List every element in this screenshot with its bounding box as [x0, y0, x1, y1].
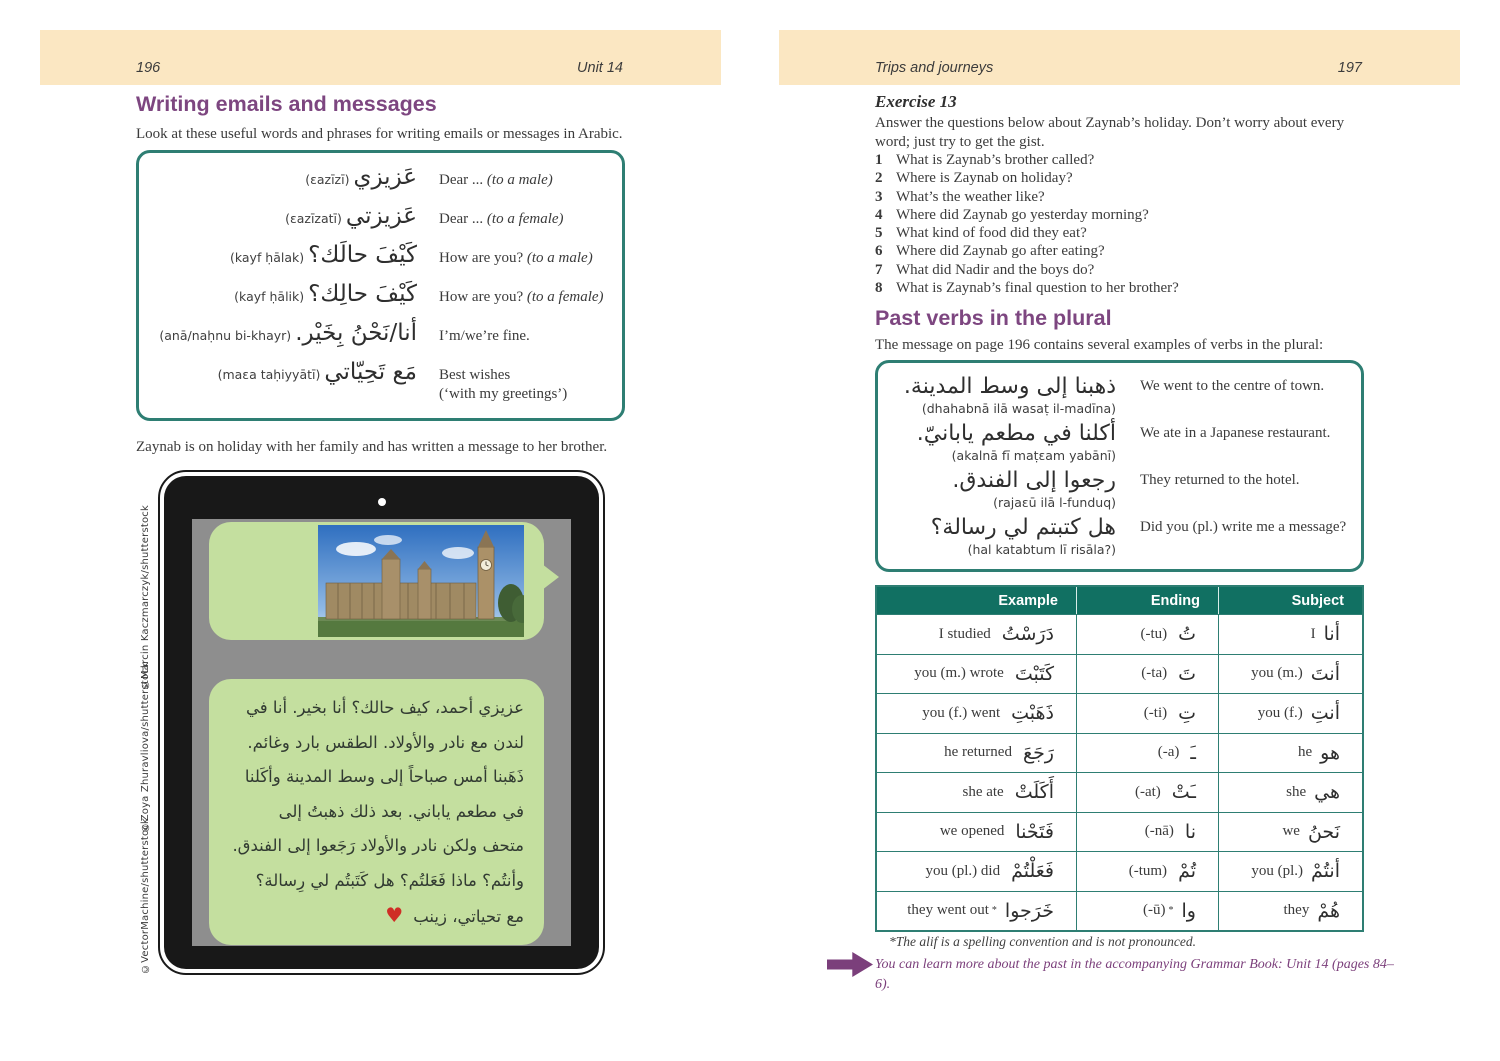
table-cell-ending: (-nā) نا	[1076, 812, 1218, 852]
page-number-right: 197	[1337, 60, 1362, 76]
arabic-sentence: هل كتبتم لي رسالة؟	[930, 515, 1116, 540]
intro-text: Look at these useful words and phrases for writing emails or messages in Arabic.	[136, 126, 623, 142]
page-title-past-verbs: Past verbs in the plural	[875, 306, 1112, 330]
camera-dot	[378, 498, 386, 506]
example-arabic-cell	[888, 373, 1116, 417]
transliteration: (dhahabnā ilā wasaṭ il-madīna)	[921, 401, 1116, 416]
transliteration: (kayf ḥālik)	[234, 289, 305, 304]
examples-box	[875, 360, 1364, 572]
qualifier: (to a male)	[486, 172, 553, 188]
example-arabic-cell	[888, 420, 1116, 464]
question-row: 4 Where did Zaynab go yesterday morning?	[875, 206, 1149, 223]
photo-credit: ©Marcin Kaczmarczyk/shutterstock	[140, 505, 151, 691]
transliteration: (εazīzī)	[305, 172, 350, 187]
question-row: 1 What is Zaynab’s brother called?	[875, 152, 1095, 168]
phrase-english-cell	[439, 249, 593, 268]
arabic-phrase: كَيْفَ حالِك؟	[308, 281, 417, 307]
arrow-icon	[827, 952, 873, 977]
exercise-title: Exercise 13	[875, 92, 957, 111]
table-cell-example: you (f.) went ذَهَبْتِ	[877, 693, 1076, 733]
phrase-english-cell	[439, 171, 553, 190]
qualifier: (to a male)	[526, 250, 593, 266]
table-cell-subject: I أنا	[1218, 614, 1362, 654]
question-row: 2 Where is Zaynab on holiday?	[875, 170, 1073, 187]
heart-icon: ♥	[385, 903, 404, 927]
phrase-row	[151, 281, 608, 320]
phrase-arabic-cell	[151, 359, 417, 385]
table-cell-subject: they هُمْ	[1218, 891, 1362, 931]
phrase-arabic-cell	[151, 164, 417, 190]
transliteration: (anā/naḥnu bi-khayr)	[159, 328, 292, 343]
message-line: لندن مع نادر والأولاد. الطقس بارد وغائم.	[247, 732, 524, 752]
table-cell-subject: you (pl.) أنتُمْ	[1218, 851, 1362, 891]
arabic-sentence: رجعوا إلى الفندق.	[952, 468, 1116, 493]
photo-credit: ©VectorMachine/shutterstock	[140, 818, 151, 975]
left-page	[40, 0, 721, 1061]
photo-message-bubble	[209, 522, 544, 640]
table-header-ending: Ending	[1076, 587, 1218, 614]
table-cell-example: you (m.) wrote كَتَبْتَ	[877, 654, 1076, 694]
table-footnote: *The alif is a spelling convention and is not pronounced.	[889, 934, 1196, 949]
english-translation: Dear ...	[439, 172, 484, 188]
text-message-bubble	[209, 679, 544, 945]
example-arabic-cell	[888, 514, 1116, 558]
example-arabic-cell	[888, 467, 1116, 511]
table-cell-subject: you (f.) أنتِ	[1218, 693, 1362, 733]
transliteration: (akalnā fī maṭεam yabānī)	[951, 448, 1116, 463]
table-cell-example: we opened فَتَحْنا	[877, 812, 1076, 852]
page-number-left: 196	[136, 60, 161, 76]
past-verbs-intro: The message on page 196 contains several examples of verbs in the plural:	[875, 337, 1324, 353]
bubble-tail	[542, 564, 559, 590]
phrase-row	[151, 164, 608, 203]
table-cell-example: she ate أَكَلَتْ	[877, 772, 1076, 812]
arabic-sentence: ذهبنا إلى وسط المدينة.	[903, 374, 1116, 399]
qualifier: (to a female)	[526, 289, 604, 305]
message-line: ذَهَبنا أمس صباحاً إلى وسط المدينة وأكَلنا	[244, 767, 524, 786]
phrase-english-cell	[439, 210, 564, 229]
phrase-english-cell	[439, 288, 604, 307]
question-row: 8 What is Zaynab’s final question to her brother?	[875, 280, 1179, 297]
tablet-illustration	[158, 470, 605, 975]
left-header-bar	[40, 30, 721, 85]
table-header-subject: Subject	[1218, 587, 1362, 614]
example-row	[888, 514, 1347, 558]
question-row: 3 What’s the weather like?	[875, 188, 1045, 205]
grammar-book-note: You can learn more about the past in the accompanying Grammar Book: Unit 14 (pages 84–6).	[875, 957, 1394, 992]
table-cell-subject: he هو	[1218, 733, 1362, 773]
table-header-example: Example	[877, 587, 1076, 614]
table-cell-ending: (-a) ـَ	[1076, 733, 1218, 773]
question-row: 7 What did Nadir and the boys do?	[875, 261, 1095, 278]
phrase-row	[151, 320, 608, 359]
table-cell-ending: (-ū) * وا	[1076, 891, 1218, 931]
table-cell-example: I studied دَرَسْتُ	[877, 614, 1076, 654]
phrase-row	[151, 242, 608, 281]
transliteration: (εazīzatī)	[285, 211, 342, 226]
table-cell-subject: you (m.) أنتَ	[1218, 654, 1362, 694]
qualifier: (to a female)	[486, 211, 564, 227]
transliteration: (maεa taḥiyyātī)	[217, 367, 321, 382]
tablet-bezel	[164, 476, 599, 969]
table-cell-example: he returned رَجَعَ	[877, 733, 1076, 773]
question-row: 5 What kind of food did they eat?	[875, 225, 1087, 242]
table-cell-ending: (-tum) تُمْ	[1076, 851, 1218, 891]
tablet-caption: Zaynab is on holiday with her family and has written a message to her brother.	[136, 439, 608, 455]
arabic-phrase: عَزيزتي	[345, 203, 417, 229]
verb-endings-table	[875, 585, 1364, 932]
message-line: متحف ولكن نادر والأولاد رَجَعوا إلى الفندق.	[232, 836, 524, 855]
example-row	[888, 420, 1347, 464]
message-line: وأنتُم؟ ماذا فَعَلتُم؟ هل كَتَبتُم لي رِسالة؟	[255, 870, 524, 890]
question-row: 6 Where did Zaynab go after eating?	[875, 243, 1105, 260]
table-cell-ending: (-at) ـَتْ	[1076, 772, 1218, 812]
example-row	[888, 467, 1347, 511]
english-translation: How are you?	[439, 250, 524, 266]
table-cell-subject: she هي	[1218, 772, 1362, 812]
phrase-arabic-cell	[151, 242, 417, 268]
unit-label: Unit 14	[577, 60, 623, 76]
phrase-row	[151, 359, 608, 404]
exercise-intro: Answer the questions below about Zaynab’s holiday. Don’t worry about every word; just try to get the gist.	[875, 115, 1345, 150]
example-row	[888, 373, 1347, 417]
english-translation: They returned to the hotel.	[1140, 472, 1300, 488]
message-line: في مطعم ياباني. بعد ذلك ذهبتُ إلى	[278, 801, 524, 821]
phrase-english-cell	[439, 366, 567, 404]
table-cell-example: you (pl.) did فَعَلْتُمْ	[877, 851, 1076, 891]
english-translation: Did you (pl.) write me a message?	[1140, 519, 1347, 535]
transliteration: (hal katabtum lī risāla?)	[967, 542, 1116, 557]
question-list	[875, 151, 1375, 297]
arabic-phrase: أنا/نَحْنُ بِخَيْر.	[295, 320, 417, 346]
arabic-phrase: كَيْفَ حالَك؟	[308, 242, 417, 268]
tablet-screen	[192, 519, 571, 946]
english-translation: Best wishes	[439, 367, 511, 383]
english-translation-2: (‘with my greetings’)	[439, 386, 568, 402]
page-title-writing-emails: Writing emails and messages	[136, 92, 437, 116]
arabic-phrase: عَزيزي	[353, 164, 417, 190]
right-page	[779, 0, 1460, 1061]
london-photo	[318, 525, 524, 637]
photo-credit: ©Zoya Zhuravliova/shutterstock	[140, 662, 151, 833]
phrase-arabic-cell	[151, 203, 417, 229]
table-cell-ending: (-tu) تُ	[1076, 614, 1218, 654]
phrase-row	[151, 203, 608, 242]
arabic-sentence: أكلنا في مطعم يابانيّ.	[916, 421, 1116, 446]
english-translation: Dear ...	[439, 211, 484, 227]
message-line: مع تحياتي، زينب♥	[385, 903, 524, 927]
phrase-box	[136, 150, 625, 421]
table-cell-ending: (-ta) تَ	[1076, 654, 1218, 694]
bubble-tail	[542, 695, 544, 721]
table-cell-example: they went out * خَرَجوا	[877, 891, 1076, 931]
table-cell-ending: (-ti) تِ	[1076, 693, 1218, 733]
phrase-arabic-cell	[151, 281, 417, 307]
section-label: Trips and journeys	[875, 60, 994, 76]
phrase-arabic-cell	[151, 320, 417, 346]
arabic-phrase: مَع تَحِيّاتي	[324, 359, 417, 385]
transliteration: (rajaεū ilā l-funduq)	[993, 495, 1116, 510]
phrase-english-cell	[439, 327, 530, 346]
transliteration: (kayf ḥālak)	[229, 250, 305, 265]
right-header-bar	[779, 30, 1460, 85]
english-translation: I’m/we’re fine.	[439, 328, 530, 344]
table-cell-subject: we نَحنُ	[1218, 812, 1362, 852]
english-translation: How are you?	[439, 289, 524, 305]
english-translation: We went to the centre of town.	[1140, 378, 1325, 394]
english-translation: We ate in a Japanese restaurant.	[1140, 425, 1331, 441]
message-line: عزيزي أحمد، كيف حالك؟ أنا بخير. أنا في	[245, 698, 524, 717]
